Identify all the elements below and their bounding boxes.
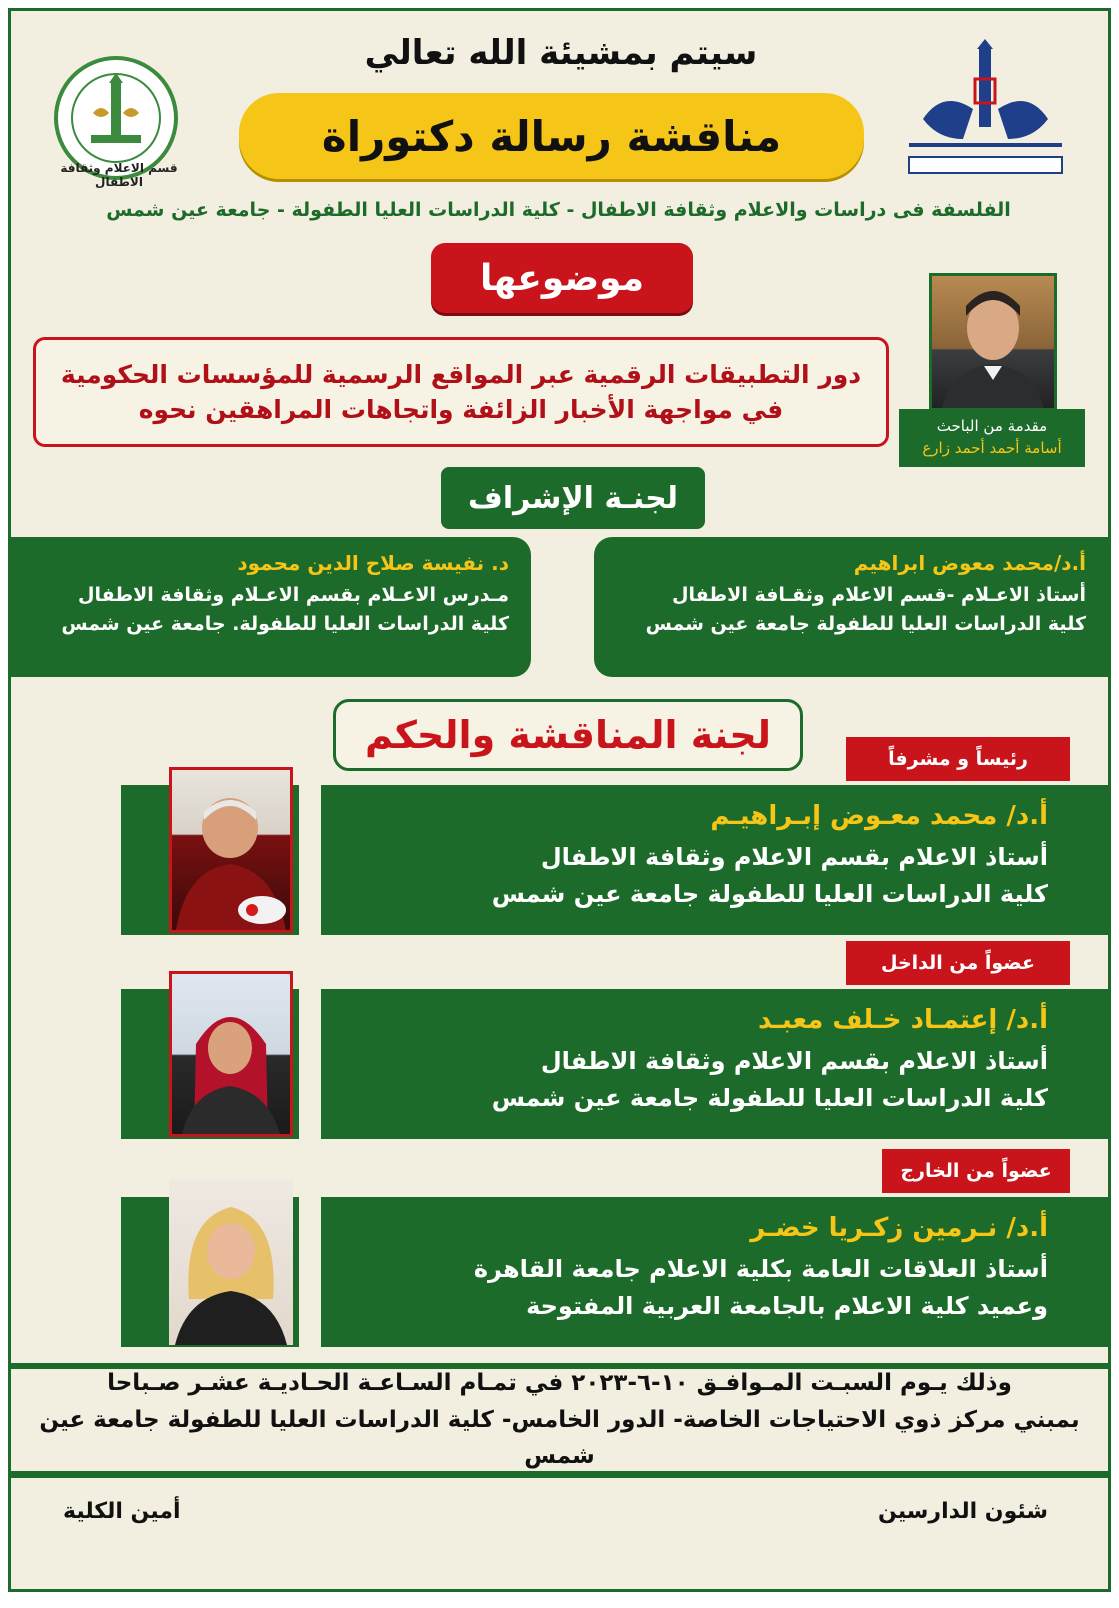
date-line: وذلك يـوم السبـت المـوافـق ١٠-٦-٢٠٢٣ في تمـام السـاعـة الحـاديـة عشـر صـباحا [107, 1369, 1012, 1396]
internal-member-affiliation: كلية الدراسات العليا للطفولة جامعة عين شمس [491, 1084, 1048, 1113]
supervisor-affiliation: كلية الدراسات العليا للطفولة جامعة عين شمس [645, 613, 1086, 636]
band-gap [299, 989, 321, 1139]
researcher-caption: مقدمة من الباحث [936, 417, 1048, 436]
thesis-title-box [33, 337, 889, 447]
supervisor-title: أستاذ الاعـلام -قسم الاعلام وثقـافة الاطفال [671, 584, 1086, 606]
signature-faculty-secretary: أمين الكلية [63, 1499, 181, 1524]
topic-label-banner [431, 243, 693, 313]
thesis-title-line-1: دور التطبيقات الرقمية عبر المواقع الرسمية للمؤسسات الحكومية [60, 360, 862, 389]
band-gap [299, 785, 321, 935]
role-tag-external: عضواً من الخارج [882, 1149, 1070, 1193]
date-location-box [11, 1369, 1108, 1471]
supervisor-card [594, 537, 1108, 677]
co-supervisor-card [11, 537, 531, 677]
band-notch [11, 989, 121, 1139]
chair-name: أ.د/ محمد معـوض إبـراهيـم [710, 801, 1048, 831]
university-logo [903, 39, 1068, 179]
internal-member-title: أستاذ الاعلام بقسم الاعلام وثقافة الاطفال [540, 1047, 1048, 1075]
topic-label: موضوعها [479, 257, 645, 299]
chair-details [328, 801, 1048, 913]
external-member-name: أ.د/ نـرمين زكـريا خضـر [750, 1213, 1048, 1243]
field-of-study: الفلسفة فى دراسات والاعلام وثقافة الاطفال - كلية الدراسات العليا الطفولة - جامعة عين شمس [106, 199, 1011, 221]
supervision-members [11, 537, 1108, 677]
signature-students-affairs: شئون الدارسين [878, 1499, 1048, 1524]
title-text: مناقشة رسالة دكتوراة [321, 111, 782, 161]
poster [8, 8, 1111, 1592]
band-notch [11, 785, 121, 935]
discussion-label: لجنة المناقشة والحكم [365, 713, 772, 757]
role-tag-chair: رئيساً و مشرفاً [846, 737, 1070, 781]
external-member-affiliation: وعميد كلية الاعلام بالجامعة العربية المفتوحة [526, 1292, 1048, 1321]
location-line: بمبني مركز ذوي الاحتياجات الخاصة- الدور الخامس- كلية الدراسات العليا للطفولة جامعة عين شمس [39, 1406, 1080, 1470]
title-banner [239, 93, 864, 179]
supervision-label: لجنـة الإشراف [468, 480, 678, 516]
chair-photo [169, 767, 293, 933]
band-gap [299, 1197, 321, 1347]
band-notch [11, 1197, 121, 1347]
chair-title: أستاذ الاعلام بقسم الاعلام وثقافة الاطفال [540, 843, 1048, 871]
external-member-details [328, 1213, 1048, 1325]
researcher-name: أسامة أحمد أحمد زارع [922, 439, 1062, 457]
opening-line: سيتم بمشيئة الله تعالي [364, 33, 758, 73]
thesis-title-line-2: في مواجهة الأخبار الزائفة واتجاهات المراهقين نحوه [138, 395, 784, 424]
co-supervisor-affiliation: كلية الدراسات العليا للطفولة. جامعة عين شمس [61, 613, 509, 636]
internal-member-photo [169, 971, 293, 1137]
external-member-photo [169, 1179, 293, 1345]
internal-member-name: أ.د/ إعتمـاد خـلف معبـد [758, 1005, 1048, 1035]
role-tag-internal: عضواً من الداخل [846, 941, 1070, 985]
researcher-caption-box [899, 409, 1085, 467]
supervision-banner [441, 467, 705, 529]
internal-member-details [328, 1005, 1048, 1117]
chair-affiliation: كلية الدراسات العليا للطفولة جامعة عين شمس [491, 880, 1048, 909]
co-supervisor-title: مـدرس الاعـلام بقسم الاعـلام وثقافة الاطفال [77, 584, 509, 606]
researcher-photo [929, 273, 1057, 411]
department-caption: قسم الاعلام وثقافة الاطفال [60, 161, 178, 189]
co-supervisor-name: د. نفيسة صلاح الدين محمود [237, 551, 509, 575]
discussion-banner [333, 699, 803, 771]
external-member-title: أستاذ العلاقات العامة بكلية الاعلام جامعة القاهرة [473, 1255, 1048, 1283]
supervisor-name: أ.د/محمد معوض ابراهيم [853, 551, 1086, 575]
